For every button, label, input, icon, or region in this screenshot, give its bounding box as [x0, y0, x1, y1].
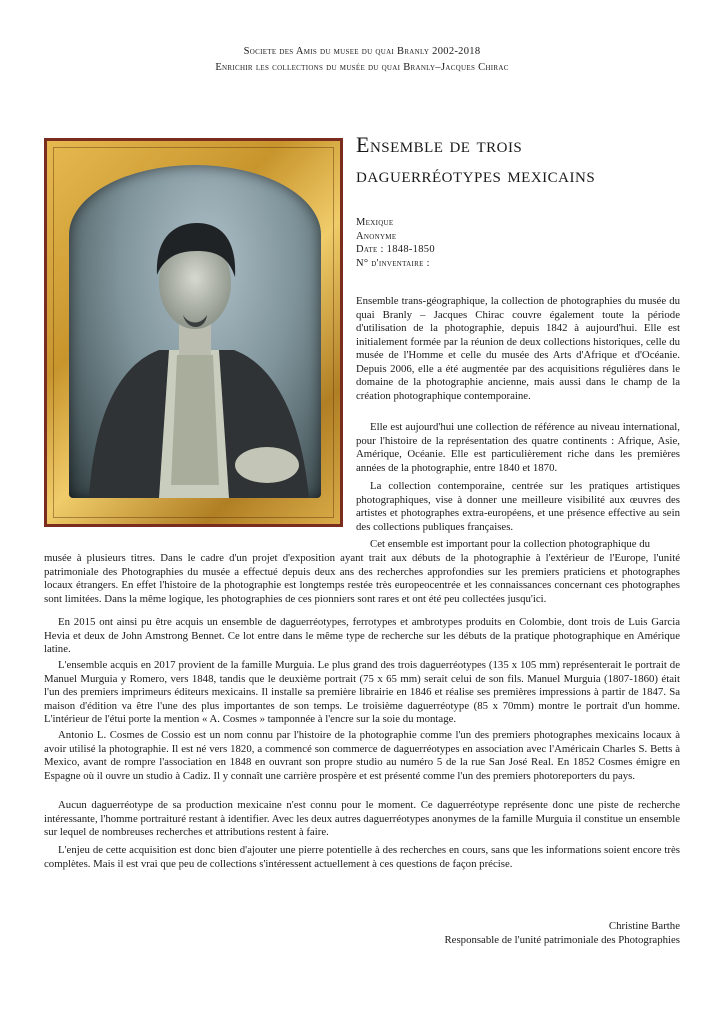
- paragraph-4-continued: musée à plusieurs titres. Dans le cadre d'un projet d'exposition ayant trait aux débuts de la photographie à l'extérieur de l'Europe, l'unité patrimoniale des Photographies du musée a effectué depuis deux ans des recherches approfondies sur les premiers praticiens et photographes locaux étrangers. En effet l'histoire de la photographie est longtemps restée très europeocentrée et les connaissances concernant ces photographes sont limitées. Dans la même logique, les photographies de ces pionniers sont rares et ont été peu collectées jusqu'ici.: [44, 552, 680, 605]
- page-header: [0, 44, 724, 76]
- meta-inventory: N° d'inventaire :: [356, 257, 430, 269]
- meta-author: Anonyme: [356, 230, 397, 242]
- paragraph-5: En 2015 ont ainsi pu être acquis un ensemble de daguerréotypes, ferrotypes et ambrotypes produits en Colombie, dont trois de Luis Garcia Hevia et deux de John Amstrong Bennet. Ce lot entre dans le même type de recherche sur les débuts de la pratique photographique en Amérique latine.: [44, 616, 680, 656]
- paragraph-1: Ensemble trans-géographique, la collection de photographies du musée du quai Branly – Jacques Chirac couvre également toute la période d'utilisation de la photographie, depuis 1842 à aujourd'hui. Elle est initialement formée par la réunion de deux collections historiques, celle du musée de l'Homme et celle du musée des Arts d'Afrique et d'Océanie. Depuis 2006, elle a été augmentée par des acquisitions régulières dans le domaine de la photographie ancienne, mais aussi dans le champ de la création photographique contemporaine.: [356, 295, 680, 402]
- signature-name: Christine Barthe: [608, 920, 680, 932]
- page-title: [356, 130, 595, 190]
- paragraph-2: Elle est aujourd'hui une collection de référence au niveau international, pour l'histoire de la représentation des quatre continents : Afrique, Asie, Amérique, Océanie. Elle est particulièrement riche dans les premières années de la photographie, entre 1840 et 1870.: [356, 421, 680, 474]
- meta-origin: Mexique: [356, 217, 394, 228]
- paragraph-6: L'ensemble acquis en 2017 provient de la famille Murguia. Le plus grand des trois daguerréotypes (135 x 105 mm) représenterait le portrait de Manuel Murguia y Romero, vers 1848, tandis que le deuxième portrait (75 x 65 mm) serait celui de son fils. Manuel Murguia (1807-1860) était l'un des premiers imprimeurs éditeurs mexicains. Il installe sa première librairie en 1846 et réalise ses premières impressions à partir de 1847. Sa maison d'édition va être l'une des plus importantes de son temps. Le troisième daguerréotype (85 x 70mm) montre le portrait d'un homme. L'intérieur de l'étui porte la mention « A. Cosmes » tamponnée à l'encre sur la soie du montage.: [44, 659, 680, 726]
- header-line-1: Societe des Amis du musee du quai Branly 2002-2018: [243, 46, 481, 57]
- object-metadata: [356, 216, 435, 270]
- header-line-2: Enrichir les collections du musée du quai Branly–Jacques Chirac: [215, 62, 509, 73]
- signature-block: [444, 919, 680, 947]
- title-line-1: Ensemble de trois: [356, 132, 523, 157]
- daguerreotype-image: [44, 138, 343, 527]
- portrait-figure: [69, 165, 321, 498]
- signature-role: Responsable de l'unité patrimoniale des Photographies: [444, 934, 680, 946]
- paragraph-3: La collection contemporaine, centrée sur les pratiques artistiques photographiques, vise à donner une meilleure visibilité aux œuvres des artistes et photographes extra-européens, et une présence effective au sein des collections publiques françaises.: [356, 480, 680, 533]
- title-line-2: daguerréotypes mexicains: [356, 162, 596, 187]
- paragraph-4-start: Cet ensemble est important pour la collection photographique du: [370, 538, 651, 550]
- paragraph-9: L'enjeu de cette acquisition est donc bien d'ajouter une pierre potentielle à des recherches en cours, sans que les informations soient encore très complètes. Mais il est vrai que peu de collections s'intéressent actuellement à ces questions de façon précise.: [44, 844, 680, 870]
- meta-date: Date : 1848-1850: [356, 244, 435, 255]
- paragraph-8: Aucun daguerréotype de sa production mexicaine n'est connu pour le moment. Ce daguerréotype représente donc une piste de recherche intéressante, l'homme portraituré restant à identifier. Avec les deux autres daguerréotypes anonymes de la famille Murguia il constitue un ensemble sur lequel de nombreuses recherches et attributions restent à faire.: [44, 799, 680, 839]
- daguerreotype-plate: [69, 165, 321, 498]
- paragraph-7: Antonio L. Cosmes de Cossio est un nom connu par l'histoire de la photographie comme l'un des premiers photographes mexicains locaux à avoir utilisé la photographie. Il est né vers 1820, a commencé son commerce de daguerréotypes en association avec l'Américain Charles S. Betts à Mexico, avant de rompre l'association en 1848 en ouvrant son propre studio au numéro 5 de la rue San José Real. En 1852 Cosmes émigre en Espagne où il ouvre un studio à Cadiz. Il y connaît une carrière prospère et est présenté comme l'un des premiers photoreporters du pays.: [44, 729, 680, 782]
